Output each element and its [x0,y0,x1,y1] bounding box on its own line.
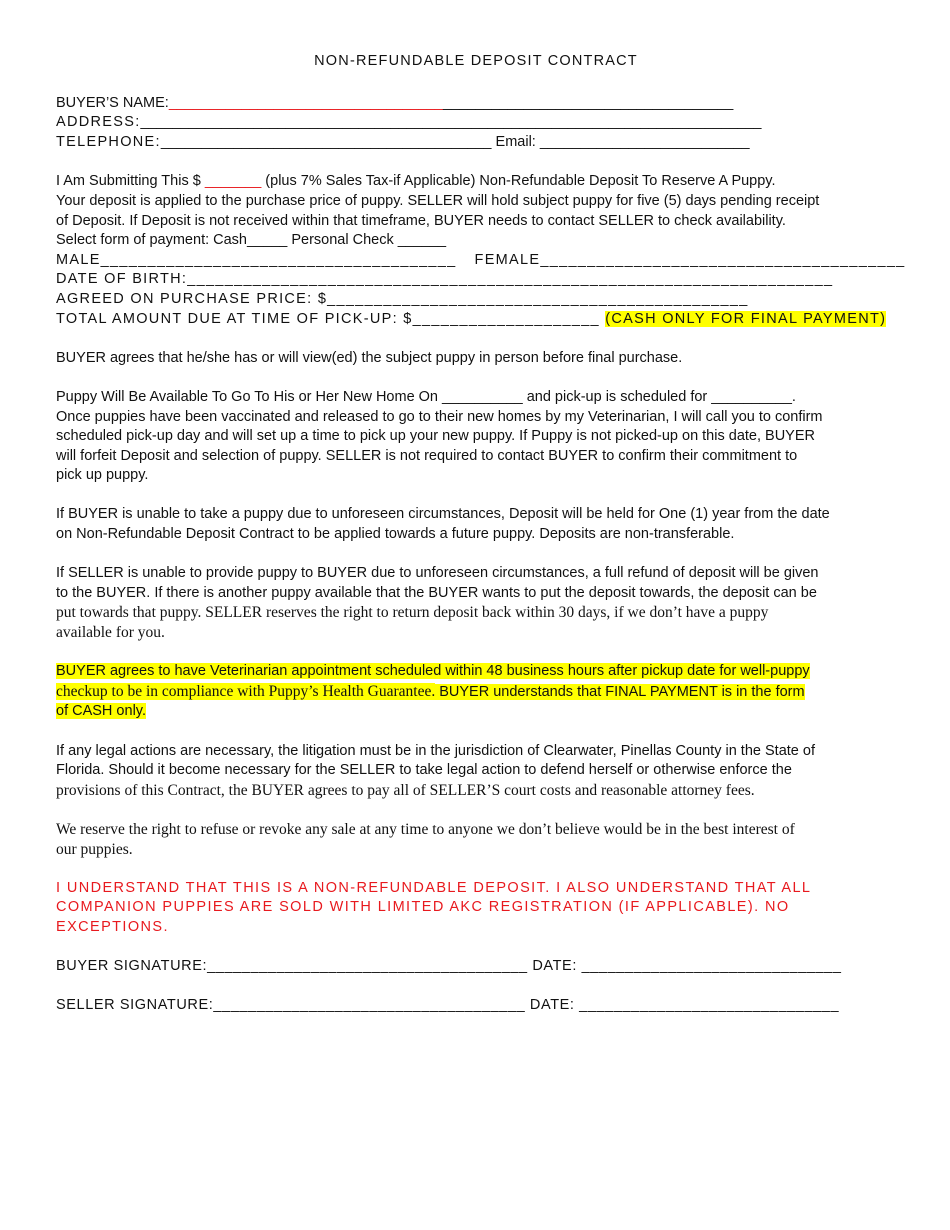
purchase-price-field[interactable]: AGREED ON PURCHASE PRICE: $_____________________________________________ [56,290,749,307]
deposit-amount-blank[interactable]: _______ [204,173,262,190]
refuse-paragraph [56,820,896,859]
seller-line-3: put towards that puppy. SELLER reserves the right to return deposit back within 30 days, if we don’t have a puppy [56,604,769,622]
legal-paragraph [56,742,896,801]
vet-line-2a: checkup to be in compliance with Puppy’s Health Guarantee. [56,682,436,700]
email-blank[interactable]: __________________________ [539,133,750,150]
pickup-line-5: pick up puppy. [56,467,149,484]
telephone-line [56,133,896,153]
pickup-paragraph [56,388,896,486]
date-of-birth-field[interactable]: DATE OF BIRTH:_____________________________________________________________________ [56,271,834,288]
seller-signature-line[interactable]: SELLER SIGNATURE:____________________________________ DATE: ______________________________ [56,997,840,1014]
vet-line-2b: BUYER understands that FINAL PAYMENT is in the form [435,683,805,700]
seller-line-4: available for you. [56,624,165,642]
seller-unable-paragraph [56,564,896,642]
address-line [56,113,896,133]
male-field[interactable]: MALE______________________________________ [56,251,457,268]
notice-line-2: COMPANION PUPPIES ARE SOLD WITH LIMITED AKC REGISTRATION (IF APPLICABLE). NO [56,899,790,916]
legal-line-3: provisions of this Contract, the BUYER agrees to pay all of SELLER’S court costs and reasonable attorney fees. [56,781,755,799]
cash-only-note: (CASH ONLY FOR FINAL PAYMENT) [605,310,887,327]
view-paragraph: BUYER agrees that he/she has or will view(ed) the subject puppy in person before final purchase. [56,349,683,366]
vet-line-3: of CASH only. [56,703,146,720]
legal-line-1: If any legal actions are necessary, the litigation must be in the jurisdiction of Clearwater, Pinellas County in the State of [56,742,815,759]
deposit-terms-line-3: of Deposit. If Deposit is not received within that timeframe, BUYER needs to contact SELLER to check availability. [56,212,786,229]
buyer-name-label: BUYER’S NAME: [56,94,169,111]
pickup-line-4: will forfeit Deposit and selection of puppy. SELLER is not required to contact BUYER to confirm their commitment to [56,447,798,464]
deposit-line [56,172,896,192]
legal-line-2: Florida. Should it become necessary for the SELLER to take legal action to defend herself or otherwise enforce the [56,762,792,779]
contract-page [56,52,906,1016]
unable-line-1: If BUYER is unable to take a puppy due to unforeseen circumstances, Deposit will be held for One (1) year from the date [56,506,830,523]
notice-line-1: I UNDERSTAND THAT THIS IS A NON-REFUNDABLE DEPOSIT. I ALSO UNDERSTAND THAT ALL [56,879,812,896]
refuse-line-1: We reserve the right to refuse or revoke any sale at any time to anyone we don’t believe would be in the best interest of [56,820,795,838]
pickup-line-3: scheduled pick-up day and will set up a time to pick up your new puppy. If Puppy is not picked-up on this date, BUYER [56,428,815,445]
buyer-name-blank-red[interactable]: __________________________________ [168,94,443,111]
total-due-field[interactable]: TOTAL AMOUNT DUE AT TIME OF PICK-UP: $____________________ [56,310,606,327]
email-label: Email: [491,133,540,150]
address-blank[interactable]: _____________________________________________________________________________ [140,114,762,131]
address-label: ADDRESS: [56,114,141,131]
unable-paragraph [56,505,896,544]
refuse-line-2: our puppies. [56,840,133,858]
buyer-name-blank[interactable]: ____________________________________ [443,94,734,111]
telephone-label: TELEPHONE: [56,133,161,150]
pickup-line-2: Once puppies have been vaccinated and released to go to their new homes by my Veterinarian, I will call you to confirm [56,408,823,425]
deposit-suffix: (plus 7% Sales Tax-if Applicable) Non-Refundable Deposit To Reserve A Puppy. [261,173,776,190]
unable-line-2: on Non-Refundable Deposit Contract to be applied towards a future puppy. Deposits are non-transferable. [56,526,735,543]
deposit-terms-line-2: Your deposit is applied to the purchase price of puppy. SELLER will hold subject puppy for five (5) days pending receipt [56,192,820,209]
non-refundable-notice [56,879,896,938]
page-title: NON-REFUNDABLE DEPOSIT CONTRACT [314,53,638,69]
total-due-line [56,310,896,330]
female-field[interactable]: FEMALE_______________________________________ [474,251,906,268]
telephone-blank[interactable]: _________________________________________ [160,133,492,150]
notice-line-3: EXCEPTIONS. [56,918,169,935]
pickup-line-1: Puppy Will Be Available To Go To His or Her New Home On __________ and pick-up is scheduled for __________. [56,388,796,405]
sex-line [56,251,906,271]
seller-line-2: to the BUYER. If there is another puppy available that the BUYER wants to put the deposit towards, the deposit can be [56,584,817,601]
vet-line-1: BUYER agrees to have Veterinarian appointment scheduled within 48 business hours after pickup date for well-puppy [56,663,810,680]
buyer-name-line [56,94,896,114]
seller-line-1: If SELLER is unable to provide puppy to BUYER due to unforeseen circumstances, a full refund of deposit will be given [56,565,819,582]
deposit-prefix: I Am Submitting This $ [56,173,205,190]
vet-paragraph [56,662,896,722]
buyer-signature-line[interactable]: BUYER SIGNATURE:_____________________________________ DATE: ______________________________ [56,958,842,975]
payment-form-line[interactable]: Select form of payment: Cash_____ Personal Check ______ [56,232,447,249]
